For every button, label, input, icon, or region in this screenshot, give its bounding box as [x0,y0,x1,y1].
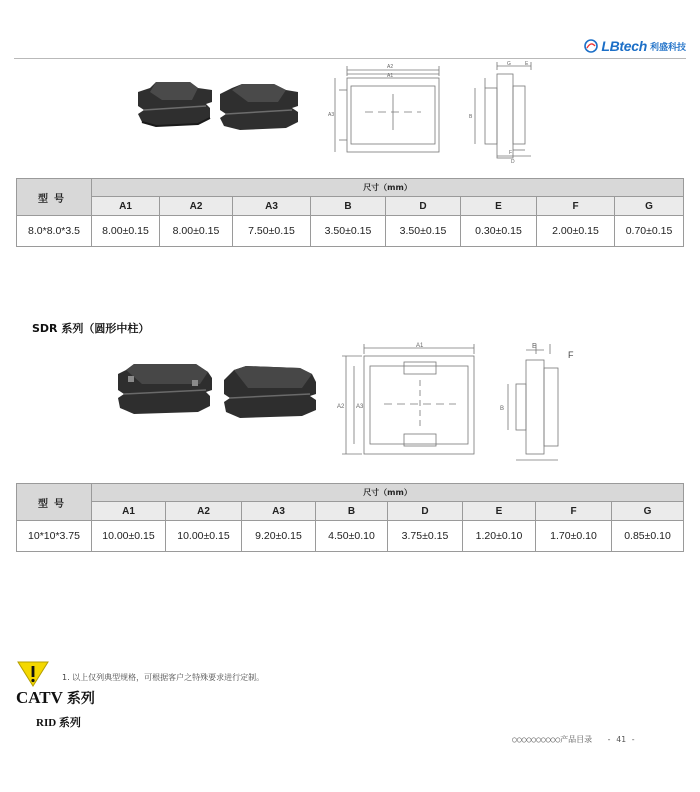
value-cell: 4.50±0.10 [316,521,388,552]
col-header-B: B [311,197,386,216]
col-header-F: F [537,197,615,216]
label-A1: A1 [387,73,394,79]
value-cell: 3.50±0.15 [386,216,461,247]
table-row [17,521,684,552]
label-G: G [507,61,511,67]
label-F: F [509,150,513,156]
col-header-A1: A1 [92,197,160,216]
value-cell: 0.30±0.15 [461,216,537,247]
dimension-drawing-8080 [325,60,550,164]
model-header: 型号 [17,179,92,216]
catv-suffix: 系列 [66,691,95,707]
product-photo-sdr [114,360,324,422]
value-cell: 7.50±0.15 [233,216,311,247]
footer-catalog-label: 产品目录 [560,735,593,744]
col-header-A2: A2 [160,197,233,216]
inductor-photo-sdr-right [224,366,316,418]
col-header-A2: A2 [166,502,242,521]
col-header-G: G [612,502,684,521]
table-row [17,216,684,247]
spec-table-8080 [16,178,684,247]
col-header-F: F [536,502,612,521]
value-cell: 3.75±0.15 [388,521,463,552]
inductor-photo-left [138,82,212,126]
label-E: E [525,61,529,67]
customization-note: 1. 以上仅列典型规格，可根据客户之特殊要求进行定制。 [62,673,265,682]
model-cell: 8.0*8.0*3.5 [17,216,92,247]
label-A3: A3 [328,112,335,118]
inductor-photo-sdr-left [118,364,212,414]
label-E: E [532,343,537,350]
model-header: 型号 [17,484,92,521]
logo-cn-text: 利盛科技 [649,42,686,53]
inductor-photo-right [220,84,298,130]
logo-text: LBtech [601,38,647,54]
rid-suffix: 系列 [58,716,81,729]
rid-section-title [36,714,81,730]
label-A2: A2 [387,64,394,70]
col-header-A3: A3 [242,502,316,521]
catv-section-title [16,688,95,708]
value-cell: 10.00±0.15 [92,521,166,552]
size-header: 尺寸（mm） [92,484,684,502]
catv-prefix: CATV [16,688,63,707]
label-B: B [469,114,473,120]
value-cell: 0.70±0.15 [615,216,684,247]
sdr-section-title: SDR 系列（圆形中柱） [32,322,150,335]
col-header-D: D [386,197,461,216]
header-rule [14,58,686,59]
value-cell: 9.20±0.15 [242,521,316,552]
value-cell: 0.85±0.10 [612,521,684,552]
value-cell: 8.00±0.15 [92,216,160,247]
value-cell: 2.00±0.15 [537,216,615,247]
dimension-drawing-sdr [336,340,598,464]
value-cell: 8.00±0.15 [160,216,233,247]
label-A2: A2 [337,404,345,410]
value-cell: 3.50±0.15 [311,216,386,247]
value-cell: 1.70±0.10 [536,521,612,552]
product-photo-8080 [132,78,304,136]
warning-icon [16,660,50,688]
col-header-E: E [463,502,536,521]
col-header-A3: A3 [233,197,311,216]
label-F: F [568,350,574,360]
size-header: 尺寸（mm） [92,179,684,197]
label-B: B [500,406,505,412]
value-cell: 10.00±0.15 [166,521,242,552]
col-header-D: D [388,502,463,521]
label-A3: A3 [356,404,364,410]
footer-dots: ○○○○○○○○○○ [512,735,561,744]
col-header-A1: A1 [92,502,166,521]
page-number: - 41 - [606,735,636,744]
col-header-B: B [316,502,388,521]
label-A1: A1 [416,343,424,349]
col-header-G: G [615,197,684,216]
label-D: D [511,159,515,164]
logo-swirl-icon [584,39,598,53]
page-footer [512,734,636,745]
value-cell: 1.20±0.10 [463,521,536,552]
col-header-E: E [461,197,537,216]
company-logo [584,36,686,56]
model-cell: 10*10*3.75 [17,521,92,552]
spec-table-sdr [16,483,684,552]
rid-prefix: RID [36,717,57,729]
